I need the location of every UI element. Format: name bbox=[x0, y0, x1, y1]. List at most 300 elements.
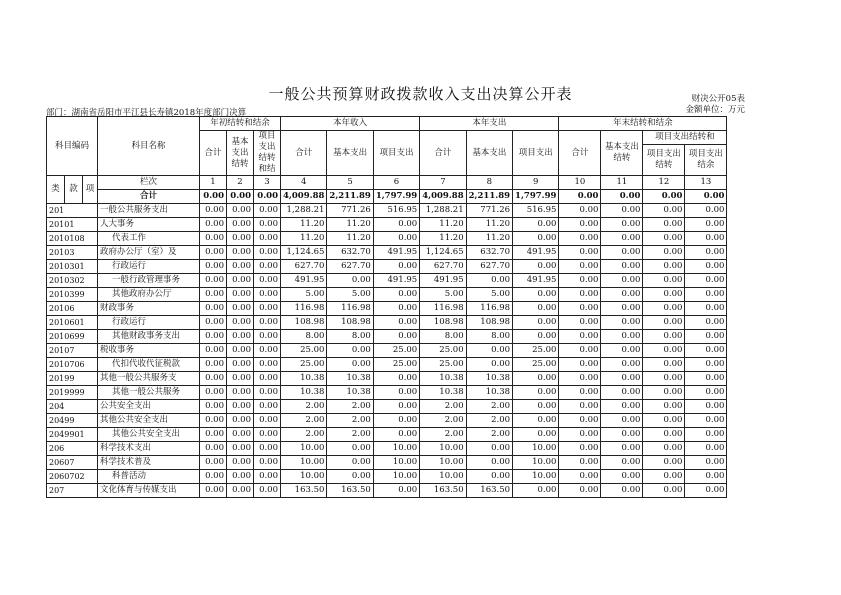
amount-cell: 0.00 bbox=[254, 316, 281, 330]
amount-cell: 0.00 bbox=[643, 442, 685, 456]
amount-cell: 0.00 bbox=[559, 204, 601, 218]
total-cell: 0.00 bbox=[254, 190, 281, 204]
subject-code: 20101 bbox=[47, 218, 98, 232]
amount-cell: 0.00 bbox=[601, 414, 643, 428]
amount-cell: 0.00 bbox=[254, 386, 281, 400]
header-lanci: 栏次 bbox=[98, 176, 200, 190]
amount-cell: 108.98 bbox=[420, 316, 466, 330]
amount-cell: 0.00 bbox=[685, 260, 727, 274]
amount-cell: 116.98 bbox=[281, 302, 327, 316]
subject-code: 20199 bbox=[47, 372, 98, 386]
amount-cell: 1,124.65 bbox=[281, 246, 327, 260]
amount-cell: 632.70 bbox=[466, 246, 512, 260]
amount-cell: 0.00 bbox=[227, 316, 254, 330]
header-name: 科目名称 bbox=[98, 117, 200, 176]
header-code: 科目编码 bbox=[47, 117, 98, 176]
amount-cell: 0.00 bbox=[559, 470, 601, 484]
column-number: 1 bbox=[200, 176, 227, 190]
amount-cell: 0.00 bbox=[559, 358, 601, 372]
amount-cell: 0.00 bbox=[373, 330, 419, 344]
amount-cell: 0.00 bbox=[254, 470, 281, 484]
amount-cell: 516.95 bbox=[373, 204, 419, 218]
header-expense-basic: 基本支出 bbox=[466, 131, 512, 176]
column-number: 8 bbox=[466, 176, 512, 190]
column-number: 3 bbox=[254, 176, 281, 190]
amount-cell: 0.00 bbox=[373, 428, 419, 442]
amount-cell: 0.00 bbox=[559, 386, 601, 400]
column-number: 7 bbox=[420, 176, 466, 190]
table-row bbox=[47, 344, 727, 358]
amount-cell: 0.00 bbox=[643, 204, 685, 218]
amount-cell: 0.00 bbox=[685, 274, 727, 288]
amount-cell: 0.00 bbox=[200, 316, 227, 330]
amount-cell: 0.00 bbox=[643, 414, 685, 428]
subject-code: 2060702 bbox=[47, 470, 98, 484]
amount-cell: 0.00 bbox=[254, 428, 281, 442]
amount-cell: 5.00 bbox=[281, 288, 327, 302]
amount-cell: 0.00 bbox=[513, 428, 559, 442]
subject-name: 其他公共安全支出 bbox=[98, 414, 200, 428]
subject-code: 2010301 bbox=[47, 260, 98, 274]
amount-cell: 0.00 bbox=[227, 260, 254, 274]
amount-cell: 0.00 bbox=[685, 358, 727, 372]
subject-code: 2010399 bbox=[47, 288, 98, 302]
amount-cell: 10.00 bbox=[420, 456, 466, 470]
amount-cell: 771.26 bbox=[327, 204, 373, 218]
header-expense: 本年支出 bbox=[420, 117, 559, 131]
amount-cell: 0.00 bbox=[643, 456, 685, 470]
column-number: 10 bbox=[559, 176, 601, 190]
amount-cell: 1,124.65 bbox=[420, 246, 466, 260]
amount-cell: 0.00 bbox=[643, 344, 685, 358]
amount-cell: 116.98 bbox=[420, 302, 466, 316]
subject-code: 2049901 bbox=[47, 428, 98, 442]
amount-cell: 0.00 bbox=[200, 414, 227, 428]
amount-cell: 0.00 bbox=[601, 372, 643, 386]
amount-cell: 0.00 bbox=[327, 442, 373, 456]
amount-cell: 0.00 bbox=[513, 218, 559, 232]
amount-cell: 1,288.21 bbox=[281, 204, 327, 218]
amount-cell: 10.38 bbox=[466, 372, 512, 386]
header-begin-balance: 年初结转和结余 bbox=[200, 117, 281, 131]
amount-cell: 5.00 bbox=[420, 288, 466, 302]
amount-cell: 0.00 bbox=[559, 372, 601, 386]
amount-cell: 0.00 bbox=[327, 470, 373, 484]
table-row bbox=[47, 302, 727, 316]
amount-cell: 0.00 bbox=[373, 316, 419, 330]
amount-cell: 0.00 bbox=[601, 330, 643, 344]
header-income-basic: 基本支出 bbox=[327, 131, 373, 176]
amount-cell: 0.00 bbox=[200, 372, 227, 386]
amount-cell: 627.70 bbox=[327, 260, 373, 274]
amount-cell: 11.20 bbox=[327, 218, 373, 232]
amount-cell: 10.00 bbox=[513, 456, 559, 470]
subject-name: 科学技术普及 bbox=[98, 456, 200, 470]
amount-cell: 0.00 bbox=[254, 288, 281, 302]
amount-cell: 0.00 bbox=[513, 386, 559, 400]
amount-cell: 0.00 bbox=[373, 218, 419, 232]
subject-name: 其他一般公共服务支 bbox=[98, 372, 200, 386]
amount-cell: 0.00 bbox=[200, 260, 227, 274]
amount-cell: 0.00 bbox=[327, 274, 373, 288]
header-end-project-carry: 项目支出结转 bbox=[643, 145, 685, 176]
amount-cell: 0.00 bbox=[559, 428, 601, 442]
amount-cell: 0.00 bbox=[200, 428, 227, 442]
subject-code: 2010706 bbox=[47, 358, 98, 372]
form-number: 财决公开05表 bbox=[691, 94, 745, 104]
table-row bbox=[47, 442, 727, 456]
amount-cell: 25.00 bbox=[420, 344, 466, 358]
amount-cell: 108.98 bbox=[281, 316, 327, 330]
total-cell: 0.00 bbox=[601, 190, 643, 204]
amount-cell: 0.00 bbox=[559, 330, 601, 344]
unit-label: 金额单位：万元 bbox=[685, 105, 745, 115]
amount-cell: 0.00 bbox=[601, 260, 643, 274]
header-expense-total: 合计 bbox=[420, 131, 466, 176]
amount-cell: 10.00 bbox=[281, 442, 327, 456]
amount-cell: 0.00 bbox=[685, 232, 727, 246]
amount-cell: 0.00 bbox=[373, 372, 419, 386]
amount-cell: 0.00 bbox=[513, 372, 559, 386]
amount-cell: 10.00 bbox=[513, 442, 559, 456]
header-income-total: 合计 bbox=[281, 131, 327, 176]
amount-cell: 0.00 bbox=[227, 386, 254, 400]
amount-cell: 0.00 bbox=[559, 344, 601, 358]
table-row bbox=[47, 316, 727, 330]
amount-cell: 10.00 bbox=[513, 470, 559, 484]
amount-cell: 0.00 bbox=[200, 302, 227, 316]
subject-code: 2010699 bbox=[47, 330, 98, 344]
subject-name: 文化体育与传媒支出 bbox=[98, 484, 200, 498]
table-row bbox=[47, 414, 727, 428]
amount-cell: 11.20 bbox=[466, 232, 512, 246]
amount-cell: 0.00 bbox=[227, 414, 254, 428]
header-end-project-group: 项目支出结转和 bbox=[643, 131, 727, 145]
amount-cell: 25.00 bbox=[513, 358, 559, 372]
amount-cell: 0.00 bbox=[685, 330, 727, 344]
amount-cell: 0.00 bbox=[254, 246, 281, 260]
amount-cell: 11.20 bbox=[420, 218, 466, 232]
amount-cell: 0.00 bbox=[559, 288, 601, 302]
amount-cell: 0.00 bbox=[643, 330, 685, 344]
subject-code: 20103 bbox=[47, 246, 98, 260]
table-row bbox=[47, 288, 727, 302]
amount-cell: 2.00 bbox=[281, 400, 327, 414]
amount-cell: 0.00 bbox=[373, 232, 419, 246]
amount-cell: 0.00 bbox=[227, 442, 254, 456]
amount-cell: 0.00 bbox=[200, 400, 227, 414]
amount-cell: 0.00 bbox=[254, 456, 281, 470]
amount-cell: 2.00 bbox=[466, 414, 512, 428]
amount-cell: 0.00 bbox=[513, 288, 559, 302]
amount-cell: 0.00 bbox=[643, 428, 685, 442]
amount-cell: 10.38 bbox=[327, 372, 373, 386]
amount-cell: 0.00 bbox=[227, 274, 254, 288]
total-cell: 0.00 bbox=[227, 190, 254, 204]
amount-cell: 25.00 bbox=[373, 344, 419, 358]
subject-code: 206 bbox=[47, 442, 98, 456]
amount-cell: 0.00 bbox=[685, 204, 727, 218]
amount-cell: 491.95 bbox=[420, 274, 466, 288]
amount-cell: 0.00 bbox=[373, 288, 419, 302]
amount-cell: 0.00 bbox=[559, 414, 601, 428]
amount-cell: 163.50 bbox=[327, 484, 373, 498]
amount-cell: 2.00 bbox=[327, 428, 373, 442]
subject-name: 科学技术支出 bbox=[98, 442, 200, 456]
amount-cell: 116.98 bbox=[327, 302, 373, 316]
amount-cell: 0.00 bbox=[559, 232, 601, 246]
subject-code: 2019999 bbox=[47, 386, 98, 400]
amount-cell: 0.00 bbox=[685, 246, 727, 260]
subject-code: 207 bbox=[47, 484, 98, 498]
amount-cell: 0.00 bbox=[601, 400, 643, 414]
amount-cell: 0.00 bbox=[685, 288, 727, 302]
amount-cell: 0.00 bbox=[200, 218, 227, 232]
amount-cell: 2.00 bbox=[420, 400, 466, 414]
amount-cell: 627.70 bbox=[466, 260, 512, 274]
amount-cell: 0.00 bbox=[373, 260, 419, 274]
amount-cell: 0.00 bbox=[513, 302, 559, 316]
amount-cell: 2.00 bbox=[281, 428, 327, 442]
amount-cell: 0.00 bbox=[601, 232, 643, 246]
table-row bbox=[47, 204, 727, 218]
total-cell: 0.00 bbox=[685, 190, 727, 204]
amount-cell: 0.00 bbox=[466, 274, 512, 288]
subject-name: 一般行政管理事务 bbox=[98, 274, 200, 288]
column-number: 5 bbox=[327, 176, 373, 190]
amount-cell: 0.00 bbox=[227, 372, 254, 386]
amount-cell: 0.00 bbox=[254, 218, 281, 232]
amount-cell: 0.00 bbox=[559, 484, 601, 498]
amount-cell: 0.00 bbox=[643, 386, 685, 400]
amount-cell: 25.00 bbox=[513, 344, 559, 358]
amount-cell: 0.00 bbox=[200, 330, 227, 344]
column-number: 11 bbox=[601, 176, 643, 190]
amount-cell: 163.50 bbox=[420, 484, 466, 498]
subject-name: 代表工作 bbox=[98, 232, 200, 246]
amount-cell: 0.00 bbox=[643, 218, 685, 232]
amount-cell: 0.00 bbox=[601, 358, 643, 372]
amount-cell: 108.98 bbox=[327, 316, 373, 330]
table-row bbox=[47, 358, 727, 372]
amount-cell: 0.00 bbox=[685, 428, 727, 442]
amount-cell: 627.70 bbox=[420, 260, 466, 274]
total-cell: 0.00 bbox=[643, 190, 685, 204]
amount-cell: 0.00 bbox=[227, 302, 254, 316]
amount-cell: 0.00 bbox=[643, 288, 685, 302]
amount-cell: 0.00 bbox=[373, 484, 419, 498]
table-row bbox=[47, 456, 727, 470]
amount-cell: 0.00 bbox=[466, 344, 512, 358]
amount-cell: 0.00 bbox=[254, 302, 281, 316]
amount-cell: 0.00 bbox=[601, 442, 643, 456]
amount-cell: 5.00 bbox=[466, 288, 512, 302]
amount-cell: 0.00 bbox=[254, 330, 281, 344]
amount-cell: 0.00 bbox=[373, 386, 419, 400]
amount-cell: 11.20 bbox=[281, 232, 327, 246]
column-number: 4 bbox=[281, 176, 327, 190]
amount-cell: 0.00 bbox=[227, 330, 254, 344]
amount-cell: 10.00 bbox=[420, 442, 466, 456]
amount-cell: 1,288.21 bbox=[420, 204, 466, 218]
header-end-project-balance: 项目支出结余 bbox=[685, 145, 727, 176]
amount-cell: 0.00 bbox=[559, 442, 601, 456]
header-income: 本年收入 bbox=[281, 117, 420, 131]
amount-cell: 0.00 bbox=[254, 372, 281, 386]
amount-cell: 0.00 bbox=[601, 428, 643, 442]
amount-cell: 25.00 bbox=[373, 358, 419, 372]
amount-cell: 0.00 bbox=[227, 400, 254, 414]
amount-cell: 0.00 bbox=[601, 344, 643, 358]
total-label: 合计 bbox=[98, 190, 200, 204]
amount-cell: 516.95 bbox=[513, 204, 559, 218]
total-cell: 0.00 bbox=[559, 190, 601, 204]
amount-cell: 0.00 bbox=[685, 316, 727, 330]
amount-cell: 0.00 bbox=[200, 204, 227, 218]
amount-cell: 11.20 bbox=[420, 232, 466, 246]
amount-cell: 0.00 bbox=[200, 442, 227, 456]
amount-cell: 0.00 bbox=[254, 414, 281, 428]
amount-cell: 0.00 bbox=[254, 274, 281, 288]
table-row bbox=[47, 218, 727, 232]
table-row bbox=[47, 470, 727, 484]
subject-code: 2010601 bbox=[47, 316, 98, 330]
amount-cell: 11.20 bbox=[281, 218, 327, 232]
amount-cell: 0.00 bbox=[373, 400, 419, 414]
table-row bbox=[47, 400, 727, 414]
amount-cell: 627.70 bbox=[281, 260, 327, 274]
header-end-balance: 年末结转和结余 bbox=[559, 117, 727, 131]
amount-cell: 0.00 bbox=[685, 386, 727, 400]
subject-code: 201 bbox=[47, 204, 98, 218]
amount-cell: 8.00 bbox=[466, 330, 512, 344]
amount-cell: 0.00 bbox=[685, 218, 727, 232]
amount-cell: 0.00 bbox=[559, 218, 601, 232]
amount-cell: 0.00 bbox=[685, 414, 727, 428]
amount-cell: 0.00 bbox=[200, 344, 227, 358]
amount-cell: 8.00 bbox=[420, 330, 466, 344]
amount-cell: 0.00 bbox=[643, 372, 685, 386]
subject-name: 财政事务 bbox=[98, 302, 200, 316]
table-row bbox=[47, 232, 727, 246]
amount-cell: 0.00 bbox=[227, 232, 254, 246]
amount-cell: 0.00 bbox=[685, 400, 727, 414]
column-number: 2 bbox=[227, 176, 254, 190]
amount-cell: 0.00 bbox=[643, 274, 685, 288]
amount-cell: 0.00 bbox=[227, 470, 254, 484]
amount-cell: 0.00 bbox=[601, 302, 643, 316]
amount-cell: 2.00 bbox=[327, 414, 373, 428]
column-number: 12 bbox=[643, 176, 685, 190]
amount-cell: 0.00 bbox=[200, 386, 227, 400]
amount-cell: 0.00 bbox=[685, 442, 727, 456]
table-row bbox=[47, 372, 727, 386]
amount-cell: 25.00 bbox=[281, 344, 327, 358]
budget-table bbox=[46, 116, 727, 498]
table-row bbox=[47, 484, 727, 498]
amount-cell: 0.00 bbox=[601, 274, 643, 288]
amount-cell: 0.00 bbox=[601, 484, 643, 498]
amount-cell: 491.95 bbox=[513, 274, 559, 288]
header-lei: 类 bbox=[47, 176, 65, 204]
amount-cell: 2.00 bbox=[466, 428, 512, 442]
amount-cell: 0.00 bbox=[643, 232, 685, 246]
amount-cell: 5.00 bbox=[327, 288, 373, 302]
amount-cell: 10.00 bbox=[281, 456, 327, 470]
total-cell: 2,211.89 bbox=[466, 190, 512, 204]
amount-cell: 11.20 bbox=[466, 218, 512, 232]
amount-cell: 0.00 bbox=[601, 470, 643, 484]
amount-cell: 0.00 bbox=[559, 400, 601, 414]
department-label: 部门：湖南省岳阳市平江县长寿镇2018年度部门决算 bbox=[46, 108, 247, 118]
amount-cell: 0.00 bbox=[685, 302, 727, 316]
subject-name: 科普活动 bbox=[98, 470, 200, 484]
amount-cell: 771.26 bbox=[466, 204, 512, 218]
header-xiang: 项 bbox=[83, 176, 98, 204]
amount-cell: 10.38 bbox=[420, 386, 466, 400]
subject-code: 204 bbox=[47, 400, 98, 414]
header-kuan: 款 bbox=[65, 176, 83, 204]
amount-cell: 0.00 bbox=[643, 316, 685, 330]
total-cell: 1,797.99 bbox=[373, 190, 419, 204]
amount-cell: 10.38 bbox=[327, 386, 373, 400]
amount-cell: 0.00 bbox=[227, 428, 254, 442]
amount-cell: 0.00 bbox=[513, 400, 559, 414]
amount-cell: 0.00 bbox=[200, 484, 227, 498]
amount-cell: 10.38 bbox=[281, 372, 327, 386]
subject-name: 其他公共安全支出 bbox=[98, 428, 200, 442]
table-row bbox=[47, 246, 727, 260]
subject-name: 行政运行 bbox=[98, 316, 200, 330]
amount-cell: 0.00 bbox=[200, 274, 227, 288]
table-row bbox=[47, 260, 727, 274]
amount-cell: 0.00 bbox=[254, 260, 281, 274]
amount-cell: 0.00 bbox=[601, 204, 643, 218]
amount-cell: 0.00 bbox=[559, 456, 601, 470]
amount-cell: 25.00 bbox=[420, 358, 466, 372]
amount-cell: 0.00 bbox=[327, 344, 373, 358]
header-project-carry: 项目支出结转和结 bbox=[254, 131, 281, 176]
amount-cell: 0.00 bbox=[200, 358, 227, 372]
amount-cell: 2.00 bbox=[466, 400, 512, 414]
header-total: 合计 bbox=[200, 131, 227, 176]
subject-name: 行政运行 bbox=[98, 260, 200, 274]
column-number: 6 bbox=[373, 176, 419, 190]
table-row bbox=[47, 386, 727, 400]
amount-cell: 0.00 bbox=[513, 260, 559, 274]
amount-cell: 0.00 bbox=[685, 456, 727, 470]
amount-cell: 0.00 bbox=[466, 456, 512, 470]
amount-cell: 0.00 bbox=[643, 400, 685, 414]
amount-cell: 10.00 bbox=[373, 456, 419, 470]
table-row bbox=[47, 428, 727, 442]
amount-cell: 0.00 bbox=[513, 414, 559, 428]
total-cell: 1,797.99 bbox=[513, 190, 559, 204]
amount-cell: 0.00 bbox=[227, 358, 254, 372]
amount-cell: 0.00 bbox=[643, 484, 685, 498]
amount-cell: 10.38 bbox=[466, 386, 512, 400]
amount-cell: 0.00 bbox=[559, 316, 601, 330]
amount-cell: 8.00 bbox=[327, 330, 373, 344]
total-cell: 0.00 bbox=[200, 190, 227, 204]
amount-cell: 0.00 bbox=[466, 358, 512, 372]
amount-cell: 0.00 bbox=[559, 260, 601, 274]
amount-cell: 0.00 bbox=[254, 358, 281, 372]
amount-cell: 0.00 bbox=[200, 232, 227, 246]
amount-cell: 0.00 bbox=[227, 288, 254, 302]
amount-cell: 2.00 bbox=[281, 414, 327, 428]
amount-cell: 491.95 bbox=[373, 246, 419, 260]
